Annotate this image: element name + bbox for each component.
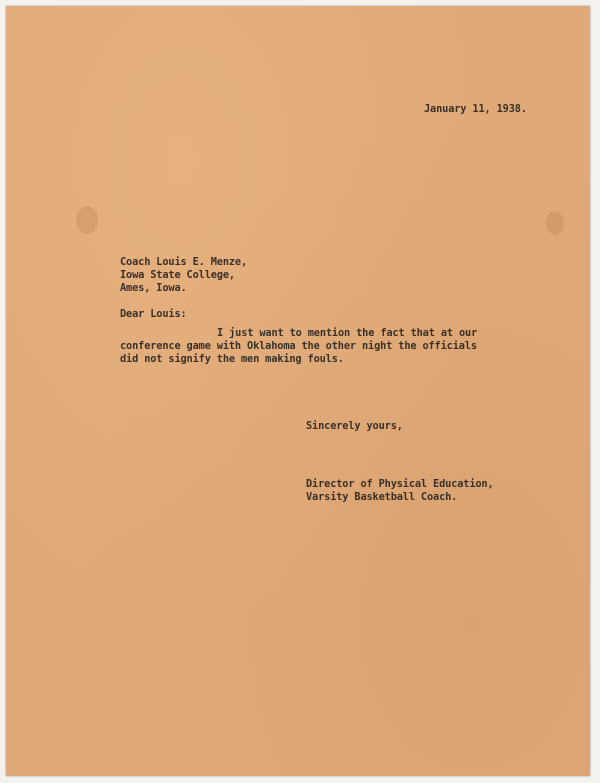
paper-stain bbox=[76, 206, 98, 234]
signature-title: Director of Physical Education, bbox=[306, 478, 494, 490]
salutation: Dear Louis: bbox=[120, 308, 187, 320]
closing: Sincerely yours, bbox=[306, 420, 403, 432]
body-line: conference game with Oklahoma the other night the officials bbox=[120, 340, 477, 352]
body-line: did not signify the men making fouls. bbox=[120, 353, 344, 365]
letter-date: January 11, 1938. bbox=[424, 103, 527, 115]
paper-stain bbox=[546, 211, 564, 235]
recipient-city: Ames, Iowa. bbox=[120, 282, 187, 294]
recipient-name: Coach Louis E. Menze, bbox=[120, 256, 248, 268]
body-line: I just want to mention the fact that at our bbox=[217, 327, 478, 339]
signature-title: Varsity Basketball Coach. bbox=[306, 491, 458, 503]
letter-page bbox=[6, 6, 590, 776]
recipient-institution: Iowa State College, bbox=[120, 269, 235, 281]
